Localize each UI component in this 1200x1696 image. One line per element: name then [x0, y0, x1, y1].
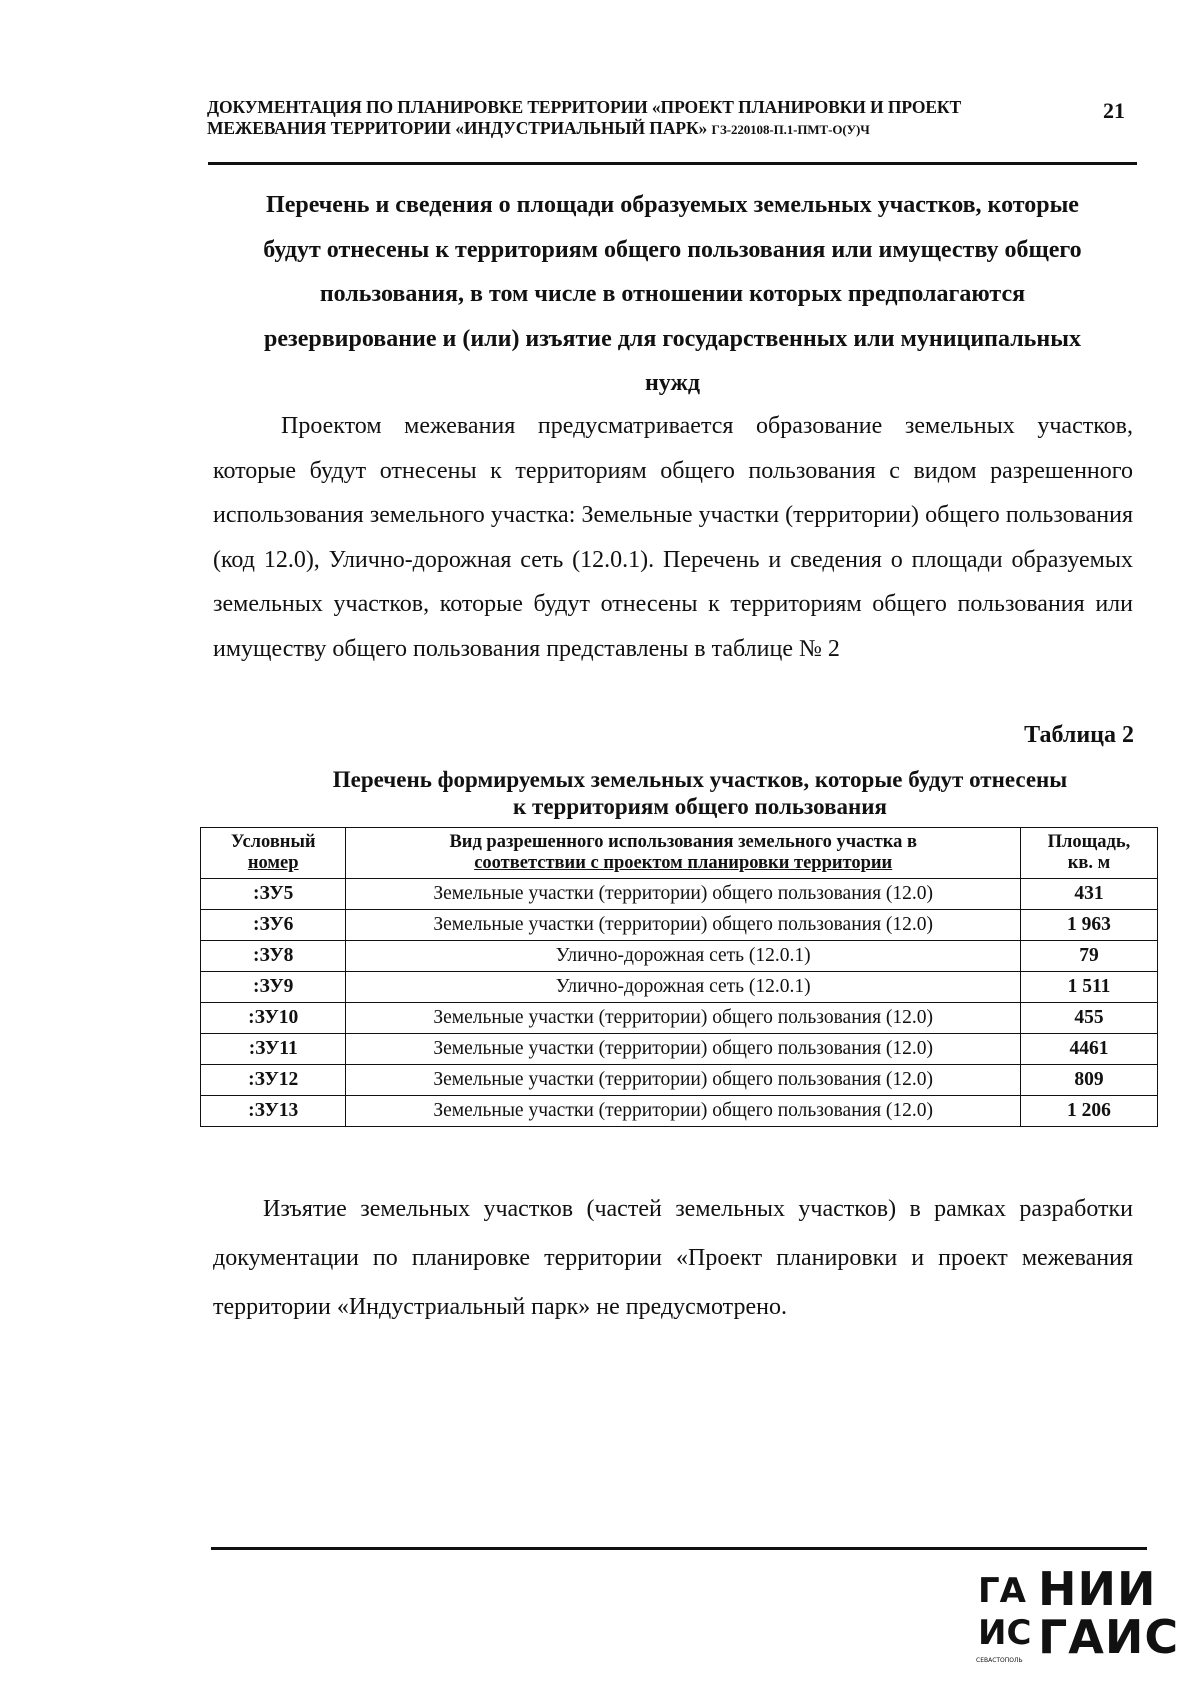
document-code: ГЗ-220108-П.1-ПМТ-О(У)Ч — [711, 122, 870, 137]
heading-line: будут отнесены к территориям общего пользования или имуществу общего — [263, 236, 1082, 263]
heading-line: пользования, в том числе в отношении которых предполагаются — [319, 281, 1026, 307]
plot-area: 4461 — [1020, 1034, 1157, 1065]
plot-code: :ЗУ11 — [201, 1034, 346, 1065]
plot-code: :ЗУ12 — [201, 1065, 346, 1096]
plot-use: Земельные участки (территории) общего пользования (12.0) — [346, 910, 1021, 941]
table-label: Таблица 2 — [1024, 722, 1134, 748]
plot-code: :ЗУ10 — [201, 1003, 346, 1034]
plot-use: Земельные участки (территории) общего пользования (12.0) — [346, 1003, 1021, 1034]
table-row — [201, 1034, 1158, 1065]
plot-use: Улично-дорожная сеть (12.0.1) — [346, 941, 1021, 972]
header-divider — [208, 162, 1137, 165]
plot-area: 79 — [1020, 941, 1157, 972]
plot-area: 1 511 — [1020, 972, 1157, 1003]
table-row — [201, 910, 1158, 941]
plot-area: 431 — [1020, 879, 1157, 910]
plot-code: :ЗУ9 — [201, 972, 346, 1003]
header-text: кв. м — [1067, 853, 1111, 873]
table-title-line-2: к территориям общего пользования — [513, 794, 887, 819]
heading-line: резервирование и (или) изъятие для государственных или муниципальных — [264, 325, 1081, 352]
table-row — [201, 1003, 1158, 1034]
intro-paragraph — [213, 404, 1133, 672]
header-text: Условный — [230, 832, 316, 852]
heading-line: Перечень и сведения о площади образуемых земельных участков, которые — [266, 192, 1079, 218]
page-number: 21 — [1103, 98, 1125, 123]
table-row — [201, 1096, 1158, 1127]
plot-code: :ЗУ8 — [201, 941, 346, 972]
header-text: Площадь, — [1047, 832, 1131, 852]
plot-area: 809 — [1020, 1065, 1157, 1096]
header-text: Вид разрешенного использования земельного участка в — [449, 832, 917, 852]
table-row — [201, 879, 1158, 910]
logo-mark-bottom: ИС — [978, 1613, 1032, 1653]
intro-paragraph-text: Проектом межевания предусматривается образование земельных участков, которые будут отнесены к территориям общего пользования с видом разрешенного использования земельного участка: Земельные участки (территории) общего пользования (код 12.0), Улично-дорожная сеть (12.0.1). Перечень и сведения о площади образуемых земельных участков, которые будут отнесены к территориям общего пользования или имуществу общего пользования представлены в таблице № 2 — [213, 413, 1133, 662]
closing-paragraph-text: Изъятие земельных участков (частей земельных участков) в рамках разработки документации по планировке территории «Проект планировки и проект межевания территории «Индустриальный парк» не предусмотрено. — [213, 1196, 1133, 1320]
logo-caption: СЕВАСТОПОЛЬ — [976, 1657, 1023, 1664]
table-title-line-1: Перечень формируемых земельных участков, которые будут отнесены — [332, 767, 1068, 792]
table-row — [201, 941, 1158, 972]
logo-mark-top: ГА — [978, 1571, 1026, 1611]
logo-text-nii: НИИ — [1038, 1562, 1157, 1616]
header-line-2 — [207, 118, 1107, 140]
plot-use: Земельные участки (территории) общего пользования (12.0) — [346, 1096, 1021, 1127]
plot-use: Улично-дорожная сеть (12.0.1) — [346, 972, 1021, 1003]
plot-area: 1 963 — [1020, 910, 1157, 941]
document-header — [207, 97, 1107, 140]
closing-paragraph — [213, 1185, 1133, 1332]
header-line-1: ДОКУМЕНТАЦИЯ ПО ПЛАНИРОВКЕ ТЕРРИТОРИИ «ПРОЕКТ ПЛАНИРОВКИ И ПРОЕКТ — [207, 97, 962, 117]
column-header-number — [201, 828, 346, 879]
logo-mark-icon — [976, 1562, 1032, 1666]
plot-use: Земельные участки (территории) общего пользования (12.0) — [346, 1034, 1021, 1065]
column-header-use — [346, 828, 1021, 879]
plot-use: Земельные участки (территории) общего пользования (12.0) — [346, 879, 1021, 910]
plot-use: Земельные участки (территории) общего пользования (12.0) — [346, 1065, 1021, 1096]
header-text: соответствии с проектом планировки территории — [474, 853, 893, 873]
land-plots-table — [200, 827, 1158, 1127]
column-header-area — [1020, 828, 1157, 879]
table-header-row — [201, 828, 1158, 879]
plot-code: :ЗУ13 — [201, 1096, 346, 1127]
niigais-logo — [976, 1560, 1180, 1670]
table-title — [260, 766, 1140, 820]
header-line-2-text: МЕЖЕВАНИЯ ТЕРРИТОРИИ «ИНДУСТРИАЛЬНЫЙ ПАРК» — [207, 118, 708, 138]
heading-line: нужд — [644, 370, 701, 396]
table-row — [201, 1065, 1158, 1096]
plot-code: :ЗУ5 — [201, 879, 346, 910]
header-text: номер — [247, 853, 299, 873]
footer-divider — [211, 1547, 1147, 1550]
table-row — [201, 972, 1158, 1003]
logo-text-gais: ГАИС — [1038, 1610, 1180, 1664]
plot-area: 1 206 — [1020, 1096, 1157, 1127]
plot-code: :ЗУ6 — [201, 910, 346, 941]
plot-area: 455 — [1020, 1003, 1157, 1034]
section-heading — [208, 183, 1137, 406]
